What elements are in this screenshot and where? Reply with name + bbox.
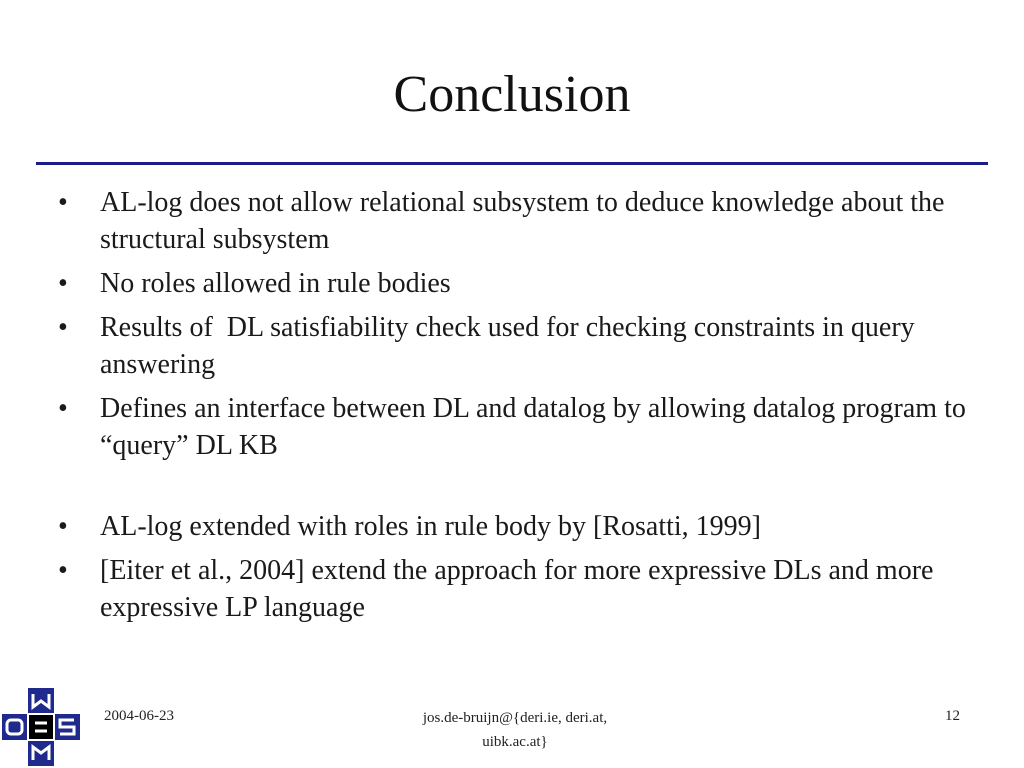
bullet-text: Results of DL satisfiability check used for checking constraints in query answering bbox=[100, 312, 922, 380]
bullet-glyph: • bbox=[58, 393, 68, 424]
bullet-list bbox=[58, 184, 988, 633]
bullet-glyph: • bbox=[58, 312, 68, 343]
bullet-glyph: • bbox=[58, 187, 68, 218]
bullet-text: [Eiter et al., 2004] extend the approach for more expressive DLs and more expressive LP language bbox=[100, 555, 934, 623]
wsmo-logo-icon bbox=[2, 688, 80, 766]
bullet-glyph: • bbox=[58, 268, 68, 299]
bullet-text: AL-log does not allow relational subsystem to deduce knowledge about the structural subsystem bbox=[100, 187, 945, 255]
slide-title: Conclusion bbox=[393, 66, 631, 123]
title-divider bbox=[36, 162, 988, 165]
bullet-text: AL-log extended with roles in rule body by [Rosatti, 1999] bbox=[100, 511, 761, 542]
footer-email-line2: uibk.ac.at} bbox=[482, 734, 548, 750]
page-number: 12 bbox=[945, 708, 960, 724]
footer-author-email bbox=[360, 706, 670, 754]
bullet-item bbox=[58, 508, 988, 545]
bullet-item bbox=[58, 390, 988, 464]
bullet-item bbox=[58, 552, 988, 626]
footer-email-line1: jos.de-bruijn@{deri.ie, deri.at, bbox=[422, 710, 608, 726]
bullet-item bbox=[58, 184, 988, 258]
footer-date: 2004-06-23 bbox=[104, 708, 174, 724]
bullet-glyph: • bbox=[58, 511, 68, 542]
bullet-item bbox=[58, 309, 988, 383]
bullet-item bbox=[58, 265, 988, 302]
bullet-text: Defines an interface between DL and datalog by allowing datalog program to “query” DL KB bbox=[100, 393, 966, 461]
bullet-glyph: • bbox=[58, 555, 68, 586]
bullet-text: No roles allowed in rule bodies bbox=[100, 268, 451, 299]
